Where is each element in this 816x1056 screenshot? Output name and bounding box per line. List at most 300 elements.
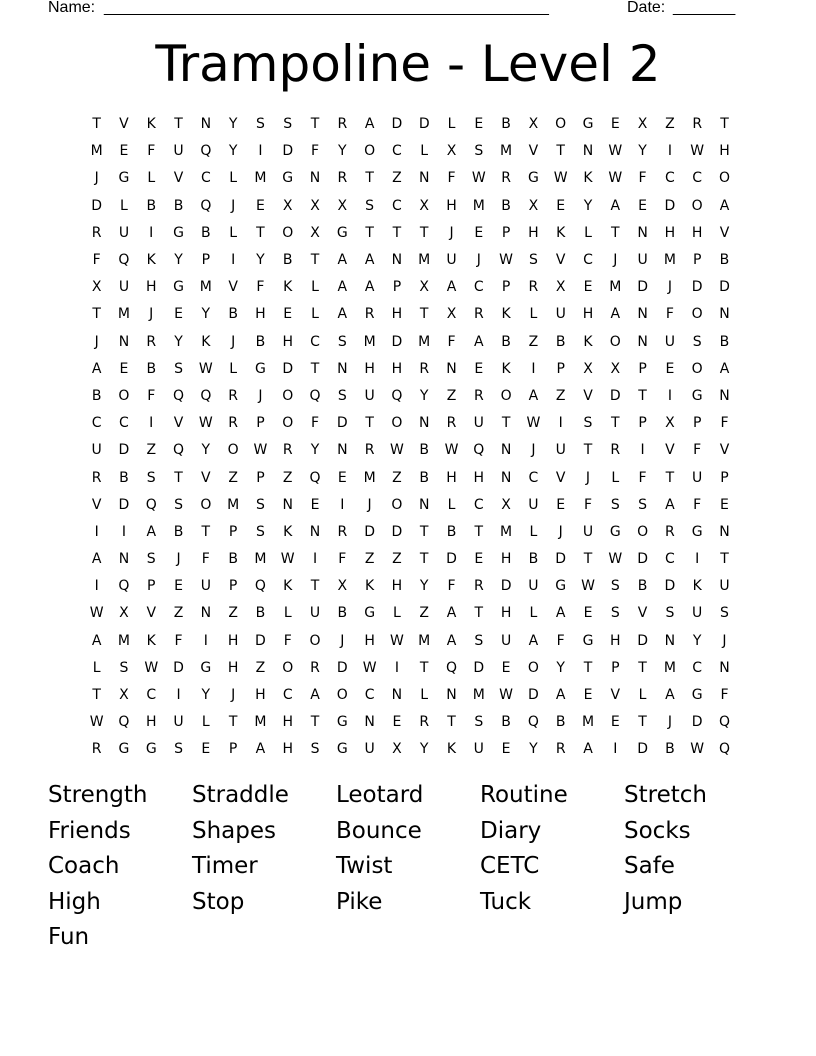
grid-letter: D xyxy=(118,442,130,459)
grid-letter: Z xyxy=(228,469,238,486)
grid-letter: B xyxy=(637,578,648,595)
grid-letter: S xyxy=(610,605,620,622)
grid-letter: V xyxy=(610,687,621,704)
grid-letter: L xyxy=(201,714,210,731)
grid-letter: E xyxy=(392,714,402,731)
grid-letter: V xyxy=(665,442,675,459)
grid-letter: E xyxy=(720,496,729,513)
grid-letter: N xyxy=(637,306,648,323)
grid-letter: N xyxy=(664,632,676,649)
grid-letter: T xyxy=(501,415,511,432)
grid-letter: A xyxy=(665,496,675,513)
grid-letter: X xyxy=(610,360,621,377)
grid-letter: M xyxy=(199,279,212,296)
grid-letter: S xyxy=(119,659,129,676)
grid-letter: X xyxy=(446,306,457,323)
grid-letter: S xyxy=(665,605,675,622)
grid-letter: A xyxy=(91,632,102,649)
grid-letter: N xyxy=(391,687,403,704)
grid-letter: T xyxy=(638,659,647,676)
grid-letter: L xyxy=(393,605,401,622)
grid-letter: N xyxy=(200,116,212,133)
grid-letter: W xyxy=(581,578,595,595)
grid-letter: Q xyxy=(391,387,403,404)
grid-letter: Q xyxy=(445,659,458,676)
grid-letter: M xyxy=(472,197,485,214)
grid-letter: W xyxy=(608,170,623,187)
grid-letter: D xyxy=(500,578,512,595)
grid-letter: L xyxy=(529,605,538,622)
grid-letter: E xyxy=(583,687,593,704)
grid-letter: M xyxy=(227,496,240,513)
grid-letter: W xyxy=(144,659,159,676)
grid-letter: V xyxy=(528,143,539,160)
grid-letter: P xyxy=(392,279,402,296)
grid-letter: W xyxy=(499,687,514,704)
grid-letter: Q xyxy=(309,387,321,404)
grid-letter: M xyxy=(363,469,376,486)
grid-letter: A xyxy=(91,551,102,568)
grid-letter: D xyxy=(391,116,403,133)
grid-letter: S xyxy=(255,496,265,513)
grid-letter: S xyxy=(720,605,729,622)
grid-letter: K xyxy=(501,360,511,377)
grid-letter: H xyxy=(282,333,293,350)
grid-letter: K xyxy=(201,333,211,350)
grid-letter: U xyxy=(500,632,512,649)
grid-letter: G xyxy=(582,632,594,649)
grid-row xyxy=(83,329,738,356)
grid-letter: R xyxy=(528,279,539,296)
grid-letter: R xyxy=(228,387,238,404)
grid-letter: Y xyxy=(256,252,265,269)
grid-letter: K xyxy=(556,224,566,241)
grid-letter: I xyxy=(613,741,618,758)
grid-letter: P xyxy=(638,360,647,377)
grid-letter: I xyxy=(558,415,563,432)
grid-letter: T xyxy=(228,714,238,731)
grid-letter: G xyxy=(118,170,130,187)
grid-letter: U xyxy=(200,578,211,595)
grid-letter: A xyxy=(364,116,375,133)
grid-letter: F xyxy=(147,143,156,160)
grid-letter: M xyxy=(663,252,676,269)
grid-letter: N xyxy=(309,523,321,540)
grid-letter: A xyxy=(337,306,348,323)
grid-letter: B xyxy=(555,333,566,350)
grid-letter: F xyxy=(665,306,674,323)
grid-letter: Q xyxy=(118,252,130,269)
grid-letter: G xyxy=(336,741,348,758)
word-list-item: Socks xyxy=(624,817,691,844)
grid-letter: E xyxy=(474,360,484,377)
grid-letter: P xyxy=(228,523,238,540)
grid-letter: G xyxy=(173,224,184,241)
grid-letter: H xyxy=(255,687,266,704)
grid-letter: V xyxy=(637,605,648,622)
grid-letter: U xyxy=(473,741,484,758)
grid-row xyxy=(83,111,738,138)
grid-letter: R xyxy=(501,170,511,187)
grid-letter: D xyxy=(691,714,703,731)
grid-letter: B xyxy=(255,333,266,350)
grid-letter: K xyxy=(146,116,156,133)
word-list-item: Fun xyxy=(48,924,90,951)
grid-row xyxy=(83,138,738,165)
grid-letter: A xyxy=(337,279,348,296)
grid-letter: L xyxy=(283,605,292,622)
grid-letter: F xyxy=(338,551,347,568)
grid-letter: J xyxy=(231,333,236,350)
grid-letter: T xyxy=(474,605,484,622)
grid-letter: D xyxy=(391,523,403,540)
grid-letter: E xyxy=(256,197,265,214)
grid-letter: S xyxy=(337,333,347,350)
grid-letter: S xyxy=(692,333,702,350)
grid-letter: W xyxy=(526,415,541,432)
grid-letter: C xyxy=(364,687,375,704)
grid-letter: W xyxy=(553,170,568,187)
grid-letter: F xyxy=(583,496,593,513)
grid-letter: T xyxy=(256,224,265,241)
grid-letter: U xyxy=(582,523,594,540)
grid-letter: M xyxy=(418,333,431,350)
grid-letter: B xyxy=(555,714,566,731)
grid-letter: U xyxy=(309,605,321,622)
grid-letter: A xyxy=(446,605,457,622)
grid-letter: I xyxy=(149,415,154,432)
grid-letter: G xyxy=(527,170,539,187)
grid-row xyxy=(83,736,738,763)
grid-letter: W xyxy=(608,551,623,568)
header xyxy=(48,0,748,20)
word-list-item: Timer xyxy=(192,853,258,880)
grid-letter: R xyxy=(473,578,484,595)
grid-letter: W xyxy=(198,360,213,377)
grid-letter: T xyxy=(174,116,183,133)
grid-letter: W xyxy=(89,605,104,622)
grid-letter: X xyxy=(310,224,320,241)
word-list-item: Routine xyxy=(480,782,568,808)
grid-letter: D xyxy=(609,387,621,404)
grid-letter: A xyxy=(719,360,730,377)
grid-letter: A xyxy=(528,632,539,649)
grid-letter: T xyxy=(92,687,101,704)
word-list-item: Leotard xyxy=(336,782,424,808)
grid-letter: C xyxy=(528,469,539,486)
grid-letter: D xyxy=(637,741,648,758)
grid-letter: P xyxy=(501,279,511,296)
grid-letter: W xyxy=(389,632,404,649)
grid-letter: T xyxy=(392,224,402,241)
grid-letter: N xyxy=(719,523,730,540)
grid-letter: G xyxy=(364,605,376,622)
grid-letter: T xyxy=(447,714,456,731)
grid-letter: H xyxy=(610,632,621,649)
grid-letter: U xyxy=(528,578,539,595)
grid-letter: D xyxy=(528,687,539,704)
grid-letter: R xyxy=(91,741,102,758)
grid-letter: X xyxy=(555,279,566,296)
grid-letter: U xyxy=(555,306,566,323)
grid-letter: H xyxy=(473,469,485,486)
grid-letter: O xyxy=(527,659,539,676)
grid-letter: W xyxy=(89,714,104,731)
grid-letter: Y xyxy=(692,632,702,649)
grid-letter: F xyxy=(693,442,702,459)
grid-letter: R xyxy=(91,469,102,486)
grid-letter: U xyxy=(692,605,703,622)
word-list-item: Bounce xyxy=(336,817,422,844)
grid-letter: J xyxy=(149,306,154,323)
grid-letter: S xyxy=(474,632,484,649)
grid-letter: V xyxy=(719,224,730,241)
grid-letter: G xyxy=(691,387,703,404)
grid-letter: J xyxy=(449,224,454,241)
word-list-item: Jump xyxy=(624,888,683,915)
grid-letter: U xyxy=(173,714,184,731)
grid-letter: H xyxy=(364,632,375,649)
grid-letter: K xyxy=(583,170,593,187)
grid-letter: R xyxy=(146,333,157,350)
grid-letter: P xyxy=(201,252,211,269)
grid-letter: E xyxy=(638,197,648,214)
grid-letter: B xyxy=(719,252,730,269)
grid-letter: J xyxy=(94,170,99,187)
grid-letter: T xyxy=(419,551,429,568)
grid-letter: J xyxy=(613,252,618,269)
grid-letter: M xyxy=(254,551,267,568)
word-list-item: Stretch xyxy=(624,782,707,808)
grid-letter: N xyxy=(200,605,212,622)
grid-letter: M xyxy=(418,632,431,649)
grid-letter: L xyxy=(147,170,156,187)
grid-letter: O xyxy=(391,415,403,432)
grid-letter: L xyxy=(229,170,238,187)
grid-letter: S xyxy=(337,387,347,404)
grid-letter: Z xyxy=(555,387,566,404)
page-title: Trampoline - Level 2 xyxy=(155,35,661,93)
grid-letter: E xyxy=(501,659,511,676)
grid-letter: N xyxy=(418,496,430,513)
grid-letter: V xyxy=(201,469,211,486)
grid-letter: V xyxy=(173,415,184,432)
grid-letter: X xyxy=(282,197,293,214)
grid-letter: Y xyxy=(583,197,593,214)
grid-letter: S xyxy=(528,252,538,269)
grid-letter: A xyxy=(364,252,375,269)
grid-letter: B xyxy=(665,741,675,758)
grid-letter: T xyxy=(365,415,374,432)
grid-letter: T xyxy=(419,306,429,323)
grid-letter: Z xyxy=(392,170,402,187)
grid-letter: U xyxy=(473,415,484,432)
grid-letter: A xyxy=(310,687,320,704)
grid-letter: Y xyxy=(228,143,238,160)
grid-letter: J xyxy=(340,632,345,649)
grid-letter: O xyxy=(364,143,376,160)
grid-letter: S xyxy=(610,578,620,595)
grid-letter: T xyxy=(665,469,675,486)
grid-letter: E xyxy=(665,360,675,377)
grid-letter: B xyxy=(337,605,348,622)
grid-row xyxy=(83,437,738,464)
grid-letter: A xyxy=(555,687,566,704)
grid-letter: Q xyxy=(145,496,157,513)
grid-letter: M xyxy=(418,252,431,269)
grid-letter: B xyxy=(91,387,102,404)
grid-letter: E xyxy=(501,741,511,758)
grid-letter: T xyxy=(310,252,320,269)
grid-letter: O xyxy=(282,659,294,676)
grid-letter: J xyxy=(176,551,181,568)
grid-letter: E xyxy=(610,116,620,133)
grid-letter: P xyxy=(147,578,156,595)
grid-letter: I xyxy=(203,632,208,649)
grid-letter: O xyxy=(336,687,348,704)
grid-row xyxy=(83,655,738,682)
grid-letter: A xyxy=(474,333,484,350)
grid-letter: H xyxy=(691,224,703,241)
grid-letter: A xyxy=(364,279,375,296)
grid-letter: D xyxy=(336,415,348,432)
grid-letter: L xyxy=(584,224,592,241)
grid-letter: U xyxy=(91,442,102,459)
grid-letter: Q xyxy=(718,714,730,731)
grid-letter: O xyxy=(718,170,730,187)
grid-letter: B xyxy=(719,333,730,350)
grid-row xyxy=(83,301,738,328)
grid-letter: O xyxy=(227,442,239,459)
grid-letter: R xyxy=(446,415,457,432)
grid-letter: R xyxy=(310,659,320,676)
grid-letter: U xyxy=(528,496,539,513)
grid-row xyxy=(83,492,738,519)
grid-letter: W xyxy=(444,442,459,459)
grid-letter: Z xyxy=(146,442,157,459)
grid-letter: A xyxy=(146,523,157,540)
grid-letter: G xyxy=(336,224,348,241)
grid-letter: F xyxy=(256,279,265,296)
grid-letter: X xyxy=(419,197,429,214)
grid-letter: I xyxy=(394,659,399,676)
grid-letter: T xyxy=(365,170,374,187)
grid-letter: G xyxy=(582,116,594,133)
grid-letter: Y xyxy=(228,116,238,133)
grid-letter: Z xyxy=(528,333,539,350)
grid-letter: T xyxy=(611,415,620,432)
word-list-item: Strength xyxy=(48,782,148,808)
grid-letter: E xyxy=(610,714,620,731)
grid-letter: T xyxy=(556,143,565,160)
grid-letter: R xyxy=(555,741,566,758)
grid-letter: H xyxy=(255,306,266,323)
grid-row xyxy=(83,546,738,573)
grid-letter: N xyxy=(364,714,375,731)
grid-letter: M xyxy=(609,279,622,296)
grid-letter: I xyxy=(531,360,536,377)
grid-letter: W xyxy=(471,170,486,187)
grid-letter: R xyxy=(364,306,375,323)
grid-letter: S xyxy=(310,741,320,758)
grid-letter: I xyxy=(667,143,672,160)
grid-row xyxy=(83,573,738,600)
grid-letter: T xyxy=(201,523,211,540)
grid-letter: C xyxy=(664,170,675,187)
grid-row xyxy=(83,165,738,192)
grid-letter: B xyxy=(501,714,511,731)
grid-letter: I xyxy=(231,252,236,269)
grid-letter: M xyxy=(117,632,130,649)
grid-letter: Y xyxy=(201,687,211,704)
grid-letter: R xyxy=(228,415,238,432)
grid-letter: T xyxy=(365,224,374,241)
date-field[interactable]: _______ xyxy=(673,0,736,16)
grid-letter: O xyxy=(200,496,212,513)
grid-letter: Z xyxy=(255,659,266,676)
grid-letter: K xyxy=(692,578,702,595)
grid-letter: T xyxy=(583,659,593,676)
grid-letter: S xyxy=(146,469,156,486)
grid-letter: P xyxy=(692,415,702,432)
grid-letter: Q xyxy=(200,387,212,404)
grid-letter: Q xyxy=(173,442,185,459)
word-list-item: Diary xyxy=(480,817,542,844)
grid-letter: E xyxy=(583,279,593,296)
grid-letter: Q xyxy=(254,578,266,595)
grid-letter: L xyxy=(229,224,238,241)
grid-letter: O xyxy=(637,523,649,540)
grid-letter: D xyxy=(637,551,648,568)
grid-letter: N xyxy=(500,442,512,459)
grid-letter: B xyxy=(119,469,129,486)
name-field[interactable]: __________________________________________________ xyxy=(104,0,549,16)
grid-letter: E xyxy=(174,578,183,595)
grid-letter: O xyxy=(118,387,130,404)
grid-letter: H xyxy=(282,741,293,758)
grid-letter: V xyxy=(555,252,566,269)
grid-letter: U xyxy=(446,252,457,269)
letter-grid xyxy=(83,111,738,764)
grid-letter: H xyxy=(500,605,512,622)
grid-letter: L xyxy=(529,306,538,323)
grid-letter: S xyxy=(174,496,183,513)
grid-letter: R xyxy=(419,714,430,731)
grid-letter: Z xyxy=(392,551,402,568)
grid-letter: J xyxy=(667,279,672,296)
grid-letter: L xyxy=(611,469,620,486)
grid-letter: S xyxy=(283,116,293,133)
grid-letter: D xyxy=(173,659,184,676)
grid-letter: K xyxy=(283,279,293,296)
grid-letter: I xyxy=(640,442,645,459)
grid-letter: S xyxy=(174,741,183,758)
grid-letter: B xyxy=(446,523,457,540)
grid-letter: O xyxy=(282,224,294,241)
word-list xyxy=(48,778,768,956)
grid-letter: R xyxy=(419,360,430,377)
grid-letter: R xyxy=(692,116,703,133)
grid-letter: R xyxy=(473,306,484,323)
grid-letter: H xyxy=(391,306,403,323)
grid-letter: T xyxy=(419,224,429,241)
grid-letter: T xyxy=(583,551,593,568)
grid-letter: J xyxy=(367,496,372,513)
grid-letter: Z xyxy=(665,116,675,133)
grid-letter: R xyxy=(337,116,348,133)
grid-letter: D xyxy=(637,632,648,649)
grid-row xyxy=(83,628,738,655)
